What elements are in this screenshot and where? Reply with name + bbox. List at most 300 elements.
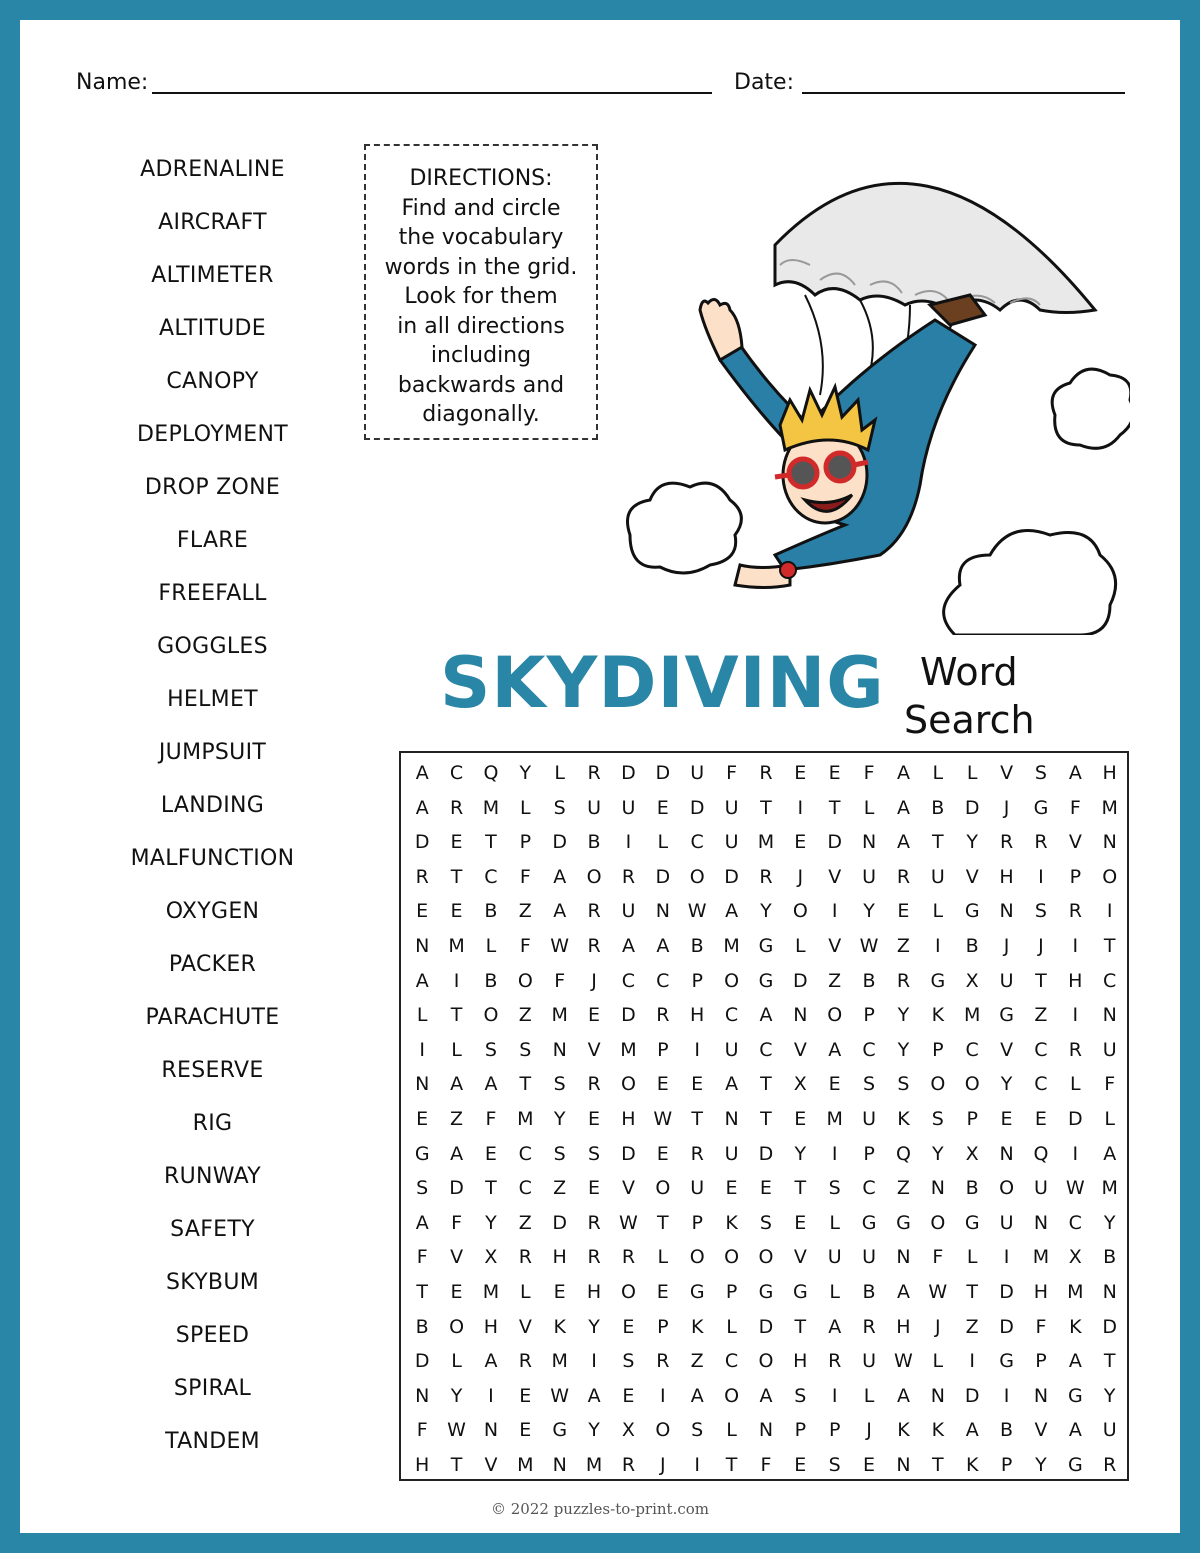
grid-letter[interactable]: S [863,1073,876,1096]
grid-letter[interactable]: U [999,969,1014,992]
grid-letter[interactable]: S [519,1038,532,1061]
grid-letter[interactable]: I [1003,1384,1010,1407]
grid-letter[interactable]: E [656,1073,669,1096]
grid-letter[interactable]: J [1038,934,1044,957]
grid-letter[interactable]: F [485,1107,497,1130]
grid-letter[interactable]: R [621,1453,636,1476]
grid-letter[interactable]: K [690,1315,704,1338]
grid-letter[interactable]: R [1103,1453,1117,1476]
grid-letter[interactable]: G [964,1211,980,1234]
grid-letter[interactable]: I [1072,1142,1079,1165]
grid-letter[interactable]: V [484,1453,498,1476]
grid-letter[interactable]: U [862,1107,877,1130]
grid-letter[interactable]: D [758,1315,774,1338]
grid-letter[interactable]: D [724,865,739,888]
grid-letter[interactable]: S [897,1073,910,1096]
grid-letter[interactable]: H [1068,969,1083,992]
grid-letter[interactable]: A [621,934,635,957]
grid-letter[interactable]: D [449,1177,464,1200]
grid-letter[interactable]: A [450,1073,464,1096]
grid-letter[interactable]: R [1034,831,1048,854]
grid-letter[interactable]: D [689,796,705,819]
grid-letter[interactable]: F [519,934,531,957]
grid-letter[interactable]: U [862,1350,877,1373]
grid-letter[interactable]: O [724,1384,740,1407]
name-line[interactable] [152,92,712,94]
grid-letter[interactable]: P [691,1211,703,1234]
grid-letter[interactable]: F [554,969,566,992]
grid-letter[interactable]: G [1033,796,1049,819]
grid-letter[interactable]: L [657,831,669,854]
grid-letter[interactable]: U [724,1142,739,1165]
grid-letter[interactable]: J [660,1453,666,1476]
grid-letter[interactable]: C [724,1350,739,1373]
grid-letter[interactable]: V [621,1177,635,1200]
grid-letter[interactable]: M [757,831,775,854]
grid-letter[interactable]: A [1068,1350,1082,1373]
grid-letter[interactable]: E [622,1384,635,1407]
grid-letter[interactable]: E [519,1419,532,1442]
grid-letter[interactable]: G [861,1211,877,1234]
grid-letter[interactable]: C [484,865,498,888]
grid-letter[interactable]: C [862,1177,876,1200]
grid-letter[interactable]: I [694,1038,700,1061]
grid-letter[interactable]: Y [588,1419,600,1442]
grid-letter[interactable]: J [935,1315,941,1338]
grid-letter[interactable]: M [517,1107,534,1130]
grid-letter[interactable]: Y [450,1384,463,1407]
grid-letter[interactable]: A [415,762,429,784]
grid-letter[interactable]: O [930,1211,946,1234]
grid-letter[interactable]: E [759,1177,772,1200]
grid-letter[interactable]: B [690,934,704,957]
grid-letter[interactable]: L [726,1419,737,1442]
grid-letter[interactable]: N [655,900,670,923]
grid-letter[interactable]: L [657,1246,669,1269]
grid-letter[interactable]: E [588,1177,601,1200]
grid-letter[interactable]: R [999,831,1014,854]
grid-letter[interactable]: F [451,1211,463,1234]
grid-letter[interactable]: G [1067,1384,1083,1407]
grid-letter[interactable]: N [1102,831,1117,854]
grid-letter[interactable]: U [930,865,945,888]
grid-letter[interactable]: Z [828,969,842,992]
grid-letter[interactable]: N [483,1419,499,1442]
grid-letter[interactable]: N [861,831,877,854]
grid-letter[interactable]: B [862,969,876,992]
grid-letter[interactable]: R [759,762,773,784]
grid-letter[interactable]: P [863,1004,875,1027]
grid-letter[interactable]: O [620,1073,636,1096]
grid-letter[interactable]: T [794,1177,807,1200]
grid-letter[interactable]: X [793,1073,807,1096]
grid-letter[interactable]: E [794,1211,807,1234]
grid-letter[interactable]: O [483,1004,499,1027]
grid-letter[interactable]: Y [519,762,532,784]
grid-letter[interactable]: D [964,1384,980,1407]
grid-letter[interactable]: R [896,865,911,888]
grid-letter[interactable]: D [964,796,980,819]
grid-letter[interactable]: N [896,1453,911,1476]
grid-letter[interactable]: E [588,1107,601,1130]
grid-letter[interactable]: S [553,1142,566,1165]
grid-letter[interactable]: N [552,1038,567,1061]
grid-letter[interactable]: D [655,762,671,784]
grid-letter[interactable]: R [587,1073,601,1096]
grid-letter[interactable]: U [724,1038,739,1061]
grid-letter[interactable]: V [1000,762,1014,784]
grid-letter[interactable]: O [724,969,740,992]
grid-letter[interactable]: E [519,1384,532,1407]
grid-letter[interactable]: I [1038,865,1044,888]
grid-letter[interactable]: P [794,1419,807,1442]
grid-letter[interactable]: Z [896,1177,910,1200]
grid-letter[interactable]: K [965,1453,979,1476]
grid-letter[interactable]: Q [483,762,499,784]
grid-letter[interactable]: D [621,762,636,784]
grid-letter[interactable]: K [897,1107,910,1130]
grid-letter[interactable]: R [587,762,601,784]
grid-letter[interactable]: I [694,1453,700,1476]
grid-letter[interactable]: W [653,1107,673,1130]
grid-letter[interactable]: A [1068,762,1082,784]
grid-letter[interactable]: S [622,1350,635,1373]
grid-letter[interactable]: H [690,1004,705,1027]
grid-letter[interactable]: E [416,900,429,923]
grid-letter[interactable]: N [758,1419,774,1442]
grid-letter[interactable]: S [416,1177,429,1200]
grid-letter[interactable]: Y [588,1315,600,1338]
grid-letter[interactable]: M [482,796,500,819]
grid-letter[interactable]: T [450,1004,463,1027]
grid-letter[interactable]: M [482,1280,500,1303]
grid-letter[interactable]: V [1000,1038,1014,1061]
grid-letter[interactable]: U [724,796,739,819]
grid-letter[interactable]: W [619,1211,638,1234]
grid-letter[interactable]: U [1033,1177,1048,1200]
grid-letter[interactable]: F [726,762,738,784]
grid-letter[interactable]: O [655,1419,671,1442]
grid-letter[interactable]: E [794,1453,807,1476]
grid-letter[interactable]: I [453,969,460,992]
grid-letter[interactable]: G [414,1142,430,1165]
grid-letter[interactable]: R [759,865,773,888]
grid-letter[interactable]: O [449,1315,465,1338]
grid-letter[interactable]: R [1068,1038,1082,1061]
grid-letter[interactable]: O [930,1073,946,1096]
grid-letter[interactable]: E [622,1315,635,1338]
grid-letter[interactable]: F [760,1453,772,1476]
grid-letter[interactable]: U [690,1177,705,1200]
grid-letter[interactable]: A [725,900,739,923]
grid-letter[interactable]: F [416,1246,428,1269]
grid-letter[interactable]: L [726,1315,737,1338]
grid-letter[interactable]: S [931,1107,944,1130]
grid-letter[interactable]: F [416,1419,428,1442]
grid-letter[interactable]: F [932,1246,944,1269]
grid-letter[interactable]: W [928,1280,948,1303]
grid-letter[interactable]: A [553,900,567,923]
grid-letter[interactable]: S [484,1038,497,1061]
grid-letter[interactable]: V [1034,1419,1048,1442]
grid-letter[interactable]: N [415,1384,430,1407]
grid-letter[interactable]: Y [760,900,772,923]
grid-letter[interactable]: L [932,1350,944,1373]
grid-letter[interactable]: L [1070,1073,1081,1096]
grid-letter[interactable]: D [792,969,808,992]
grid-letter[interactable]: Y [966,831,978,854]
grid-letter[interactable]: V [828,865,842,888]
grid-letter[interactable]: T [485,1177,497,1200]
grid-letter[interactable]: L [451,1038,462,1061]
grid-letter[interactable]: X [965,969,979,992]
grid-letter[interactable]: R [518,1246,532,1269]
grid-letter[interactable]: L [520,796,531,819]
grid-letter[interactable]: H [415,1453,430,1476]
grid-letter[interactable]: T [450,865,463,888]
grid-letter[interactable]: B [484,969,498,992]
grid-letter[interactable]: S [759,1211,772,1234]
grid-letter[interactable]: U [587,796,602,819]
grid-letter[interactable]: A [553,865,567,888]
grid-letter[interactable]: D [999,1315,1014,1338]
grid-letter[interactable]: E [656,1142,669,1165]
grid-letter[interactable]: T [450,1453,463,1476]
grid-letter[interactable]: W [859,934,879,957]
grid-letter[interactable]: O [655,1177,671,1200]
grid-letter[interactable]: T [416,1280,428,1303]
grid-letter[interactable]: P [828,1419,841,1442]
grid-letter[interactable]: L [451,1350,462,1373]
grid-letter[interactable]: K [931,1419,945,1442]
grid-letter[interactable]: Q [895,1142,911,1165]
grid-letter[interactable]: L [966,1246,978,1269]
grid-letter[interactable]: J [591,969,597,992]
grid-letter[interactable]: N [724,1107,739,1130]
grid-letter[interactable]: H [483,1315,499,1338]
grid-letter[interactable]: H [552,1246,567,1269]
grid-letter[interactable]: R [656,1004,670,1027]
grid-letter[interactable]: R [621,865,636,888]
grid-letter[interactable]: N [930,1384,945,1407]
grid-letter[interactable]: L [829,1280,840,1303]
grid-letter[interactable]: Y [1103,1211,1116,1234]
grid-letter[interactable]: I [831,1142,838,1165]
grid-letter[interactable]: L [554,762,565,784]
grid-letter[interactable]: E [897,900,910,923]
date-line[interactable] [802,92,1125,94]
grid-letter[interactable]: L [932,762,944,784]
grid-letter[interactable]: M [620,1038,637,1061]
grid-letter[interactable]: H [999,865,1014,888]
grid-letter[interactable]: Y [1035,1453,1047,1476]
grid-letter[interactable]: B [1103,1246,1117,1269]
grid-letter[interactable]: D [414,831,430,854]
grid-letter[interactable]: Z [965,1315,979,1338]
grid-letter[interactable]: O [620,1280,636,1303]
grid-letter[interactable]: W [687,900,707,923]
grid-letter[interactable]: G [792,1280,808,1303]
grid-letter[interactable]: E [588,1004,601,1027]
grid-letter[interactable]: R [587,1211,601,1234]
grid-letter[interactable]: A [759,1384,773,1407]
grid-letter[interactable]: A [1103,1142,1117,1165]
grid-letter[interactable]: D [999,1280,1014,1303]
grid-letter[interactable]: T [966,1280,978,1303]
grid-letter[interactable]: D [552,1211,567,1234]
grid-letter[interactable]: A [759,1004,773,1027]
grid-letter[interactable]: B [862,1280,876,1303]
grid-letter[interactable]: Y [1103,1384,1116,1407]
grid-letter[interactable]: T [760,796,772,819]
grid-letter[interactable]: N [999,900,1014,923]
grid-letter[interactable]: E [484,1142,497,1165]
grid-letter[interactable]: E [450,831,463,854]
grid-letter[interactable]: O [1102,865,1118,888]
grid-letter[interactable]: T [932,1453,944,1476]
grid-letter[interactable]: E [656,1280,669,1303]
grid-letter[interactable]: G [1067,1453,1083,1476]
grid-letter[interactable]: E [416,1107,429,1130]
grid-letter[interactable]: T [485,831,497,854]
grid-letter[interactable]: T [794,1315,807,1338]
grid-letter[interactable]: S [553,1073,566,1096]
grid-letter[interactable]: Z [450,1107,464,1130]
grid-letter[interactable]: N [415,934,430,957]
grid-letter[interactable]: V [587,1038,601,1061]
grid-letter[interactable]: I [1072,1004,1079,1027]
grid-letter[interactable]: Y [794,1142,807,1165]
grid-letter[interactable]: I [797,796,804,819]
grid-letter[interactable]: A [1068,1419,1082,1442]
grid-letter[interactable]: U [999,1211,1014,1234]
grid-letter[interactable]: L [932,900,944,923]
grid-letter[interactable]: Z [1034,1004,1048,1027]
grid-letter[interactable]: O [999,1177,1015,1200]
grid-letter[interactable]: A [415,969,429,992]
grid-letter[interactable]: Z [690,1350,704,1373]
grid-letter[interactable]: C [656,969,670,992]
grid-letter[interactable]: V [518,1315,532,1338]
grid-letter[interactable]: M [723,934,740,957]
grid-letter[interactable]: G [552,1419,568,1442]
grid-letter[interactable]: G [964,900,980,923]
grid-letter[interactable]: G [930,969,946,992]
grid-letter[interactable]: L [863,796,875,819]
grid-letter[interactable]: Z [896,934,910,957]
grid-letter[interactable]: D [552,831,567,854]
grid-letter[interactable]: D [414,1350,430,1373]
grid-letter[interactable]: N [1033,1384,1049,1407]
grid-letter[interactable]: R [828,1350,842,1373]
grid-letter[interactable]: N [793,1004,808,1027]
grid-letter[interactable]: N [415,1073,430,1096]
grid-letter[interactable]: H [586,1280,602,1303]
grid-letter[interactable]: I [660,1384,666,1407]
grid-letter[interactable]: L [1104,1107,1115,1130]
grid-letter[interactable]: S [828,1453,841,1476]
grid-letter[interactable]: G [758,969,774,992]
grid-letter[interactable]: G [896,1211,911,1234]
grid-letter[interactable]: A [896,796,910,819]
grid-letter[interactable]: L [795,934,806,957]
grid-letter[interactable]: R [621,1246,636,1269]
grid-letter[interactable]: E [794,831,807,854]
grid-letter[interactable]: Y [553,1107,566,1130]
grid-letter[interactable]: P [657,1315,669,1338]
grid-letter[interactable]: M [1067,1280,1084,1303]
grid-letter[interactable]: P [1000,1453,1013,1476]
grid-letter[interactable]: R [587,1246,601,1269]
grid-letter[interactable]: M [826,1107,843,1130]
grid-letter[interactable]: I [419,1038,425,1061]
grid-letter[interactable]: A [690,1384,704,1407]
grid-letter[interactable]: A [896,1384,910,1407]
grid-letter[interactable]: X [621,1419,635,1442]
grid-letter[interactable]: E [691,1073,704,1096]
grid-letter[interactable]: L [863,1384,875,1407]
grid-letter[interactable]: A [484,1073,498,1096]
grid-letter[interactable]: D [1102,1315,1117,1338]
grid-letter[interactable]: E [450,1280,463,1303]
grid-letter[interactable]: R [862,1315,876,1338]
grid-letter[interactable]: H [896,1315,911,1338]
grid-letter[interactable]: O [827,1004,843,1027]
grid-letter[interactable]: C [1103,969,1117,992]
grid-letter[interactable]: R [587,900,601,923]
grid-letter[interactable]: K [931,1004,945,1027]
grid-letter[interactable]: I [1003,1246,1010,1269]
grid-letter[interactable]: Y [932,1142,944,1165]
grid-letter[interactable]: I [935,934,941,957]
grid-letter[interactable]: C [1068,1211,1082,1234]
grid-letter[interactable]: K [897,1419,910,1442]
grid-letter[interactable]: U [1102,1419,1117,1442]
grid-letter[interactable]: I [625,831,632,854]
grid-letter[interactable]: E [656,796,669,819]
grid-letter[interactable]: J [1003,796,1010,819]
grid-letter[interactable]: W [550,1384,570,1407]
grid-letter[interactable]: Q [1033,1142,1049,1165]
grid-letter[interactable]: E [1000,1107,1013,1130]
grid-letter[interactable]: P [725,1280,738,1303]
grid-letter[interactable]: G [689,1280,705,1303]
grid-letter[interactable]: R [518,1350,532,1373]
grid-letter[interactable]: W [447,1419,466,1442]
grid-letter[interactable]: A [965,1419,979,1442]
grid-letter[interactable]: E [828,762,841,784]
grid-letter[interactable]: B [415,1315,429,1338]
grid-letter[interactable]: M [551,1350,568,1373]
grid-letter[interactable]: S [828,1177,841,1200]
grid-letter[interactable]: A [725,1073,739,1096]
grid-letter[interactable]: H [1033,1280,1049,1303]
grid-letter[interactable]: R [656,1350,670,1373]
grid-letter[interactable]: P [1035,1350,1047,1373]
grid-letter[interactable]: D [621,1142,636,1165]
grid-letter[interactable]: S [553,796,566,819]
grid-letter[interactable]: D [758,1142,774,1165]
grid-letter[interactable]: P [966,1107,978,1130]
grid-letter[interactable]: R [449,796,464,819]
grid-letter[interactable]: S [1034,762,1047,784]
grid-letter[interactable]: U [724,831,739,854]
grid-letter[interactable]: M [585,1453,603,1476]
grid-letter[interactable]: F [1104,1073,1116,1096]
grid-letter[interactable]: J [797,865,804,888]
grid-letter[interactable]: T [760,1107,772,1130]
grid-letter[interactable]: W [1065,1177,1085,1200]
